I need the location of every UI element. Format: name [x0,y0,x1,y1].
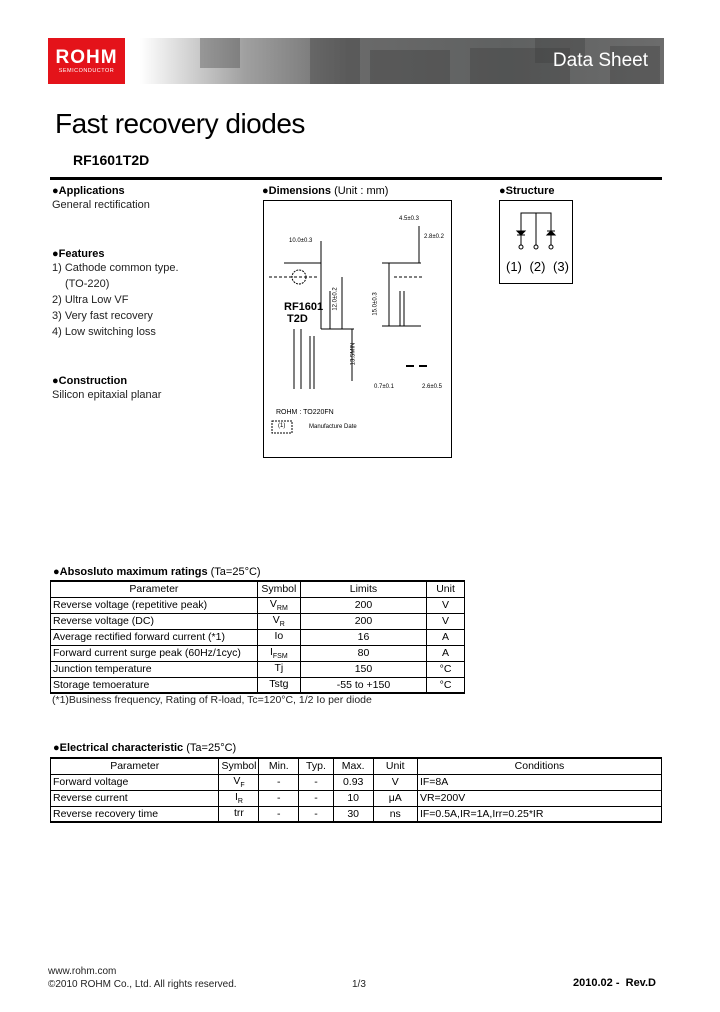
dimensions-drawing [263,200,452,458]
footer-url[interactable]: www.rohm.com [48,966,117,977]
applications-item: General rectification [52,199,150,211]
logo-subtext: SEMICONDUCTOR [58,68,115,74]
rohm-logo [48,38,125,84]
dim-label: 2.6±0.5 [422,384,442,390]
dim-label: 13.5MIN [350,342,357,366]
unit-cell: °C [427,677,465,693]
table-row [51,629,465,645]
limit-cell: -55 to +150 [300,677,426,693]
table-row [51,806,662,822]
table-row [51,774,662,790]
unit-cell: V [427,613,465,629]
param-cell: Storage temoerature [51,677,258,693]
features-section: ●Features 1) Cathode common type. (TO-220) 2) Ultra Low VF 3) Very fast recovery 4) Low switching loss [52,248,252,340]
pin-label: (3) [553,259,569,274]
construction-section: ●Construction Silicon epitaxial planar [52,375,252,403]
min-cell: - [259,774,299,790]
param-cell: Reverse voltage (repetitive peak) [51,597,258,613]
max-cell: 0.93 [333,774,373,790]
table-row [51,661,465,677]
conditions-cell: IF=0.5A,IR=1A,Irr=0.25*IR [417,806,661,822]
unit-cell: V [427,597,465,613]
date-box: (1) [278,423,286,429]
limit-cell: 200 [300,597,426,613]
marking-text: RF1601 [284,301,324,313]
param-cell: Reverse current [51,790,219,806]
applications-section: ●Applications General rectification [52,185,252,213]
typ-cell: - [299,806,334,822]
symbol: V [272,613,280,626]
min-cell: - [259,806,299,822]
symbol-subscript: RM [276,605,288,613]
unit-cell: °C [427,661,465,677]
abs-max-note: (*1)Business frequency, Rating of R-load, Tc=120°C, 1/2 Io per diode [52,694,372,706]
table-row [51,613,465,629]
symbol-subscript: R [279,621,285,629]
marking-text: T2D [287,313,308,325]
dim-label: 0.7±0.1 [374,384,394,390]
symbol: Io [274,629,284,642]
limit-cell: 200 [300,613,426,629]
page-number: 1/3 [352,979,366,990]
dim-label: 4.5±0.3 [399,216,419,222]
symbol-cell [219,774,259,790]
feature-item: 2) Ultra Low VF [52,294,129,306]
table-row [51,597,465,613]
header-banner [140,38,664,84]
symbol: I [269,645,273,658]
symbol: V [269,597,277,610]
structure-heading: ●Structure [499,185,555,197]
electrical-heading: ●Electrical characteristic (Ta=25°C) [53,742,237,754]
part-number: RF1601T2D [73,152,150,168]
symbol-cell [257,645,300,661]
max-cell: 30 [333,806,373,822]
data-sheet-label: Data Sheet [552,50,648,71]
pin-label: (1) [506,259,522,274]
unit-cell: μA [373,790,417,806]
abs-max-table: Parameter Symbol Limits Unit Reverse voltage (repetitive peak) $V_{RM}$ 200 V Reverse voltage (DC) $V_R$ 200 V Average rectified forward current (*1) Io 16 A Forward current surge peak (60Hz/1cyc) $I_{FSM}$ 80 A Junction temperature Tj 150 °C Storage temoerature Tstg -55 to +150 °C [50,580,465,694]
unit-cell: A [427,645,465,661]
param-cell: Forward voltage [51,774,219,790]
param-cell: Junction temperature [51,661,258,677]
typ-cell: - [299,790,334,806]
symbol-subscript: R [237,798,243,806]
limit-cell: 80 [300,645,426,661]
feature-item: (TO-220) [65,278,110,290]
symbol: trr [234,806,244,819]
abs-max-heading: ●Absosluto maximum ratings (Ta=25°C) [53,566,261,578]
table-row [51,677,465,693]
symbol-cell [257,629,300,645]
limit-cell: 150 [300,661,426,677]
symbol-cell [219,790,259,806]
dim-label: 2.8±0.2 [424,234,444,240]
package-label: ROHM : TO220FN [276,409,334,416]
dimensions-heading: ●Dimensions (Unit : mm) [262,185,389,197]
table-row [51,790,662,806]
feature-item: 4) Low switching loss [52,326,156,338]
construction-item: Silicon epitaxial planar [52,389,162,401]
symbol: Tj [274,661,284,674]
table-row [51,645,465,661]
revision: 2010.02 - Rev.D [573,977,656,989]
symbol-cell [257,677,300,693]
param-cell: Reverse voltage (DC) [51,613,258,629]
feature-item: 3) Very fast recovery [52,310,153,322]
symbol-cell [257,661,300,677]
footer-copyright: ©2010 ROHM Co., Ltd. All rights reserved. [48,979,237,990]
divider [50,177,662,180]
symbol: I [234,790,238,803]
symbol-subscript: FSM [272,653,288,661]
limit-cell: 16 [300,629,426,645]
features-heading: Features [58,248,105,260]
dim-label: 12.0±0.2 [332,287,339,311]
symbol-cell [219,806,259,822]
page-title: Fast recovery diodes [55,108,305,139]
param-cell: Reverse recovery time [51,806,219,822]
pin-label: (2) [529,259,546,274]
min-cell: - [259,790,299,806]
date-label: Manufacture Date [309,424,357,430]
symbol-subscript: F [240,782,245,790]
conditions-cell: IF=8A [417,774,661,790]
unit-cell: A [427,629,465,645]
typ-cell: - [299,774,334,790]
logo-text: ROHM [55,47,118,68]
symbol-cell [257,613,300,629]
structure-diagram [499,200,573,284]
symbol: Tstg [269,677,289,690]
dim-label: 15.0±0.3 [372,292,379,316]
feature-item: 1) Cathode common type. [52,262,179,274]
max-cell: 10 [333,790,373,806]
construction-heading: Construction [58,375,128,387]
param-cell: Average rectified forward current (*1) [51,629,258,645]
unit-cell: ns [373,806,417,822]
symbol-cell [257,597,300,613]
conditions-cell: VR=200V [417,790,661,806]
unit-cell: V [373,774,417,790]
dim-label: 10.0±0.3 [289,238,313,244]
applications-heading: Applications [58,185,125,197]
symbol: V [233,774,241,787]
electrical-table: Parameter Symbol Min. Typ. Max. Unit Conditions Forward voltage $V_F$ - - 0.93 V IF=8A Reverse current $I_R$ - - 10 μA VR=200V Reverse recovery time trr - - 30 ns IF=0.5A,IR=1A,Irr=0.25*IR [50,757,662,823]
param-cell: Forward current surge peak (60Hz/1cyc) [51,645,258,661]
